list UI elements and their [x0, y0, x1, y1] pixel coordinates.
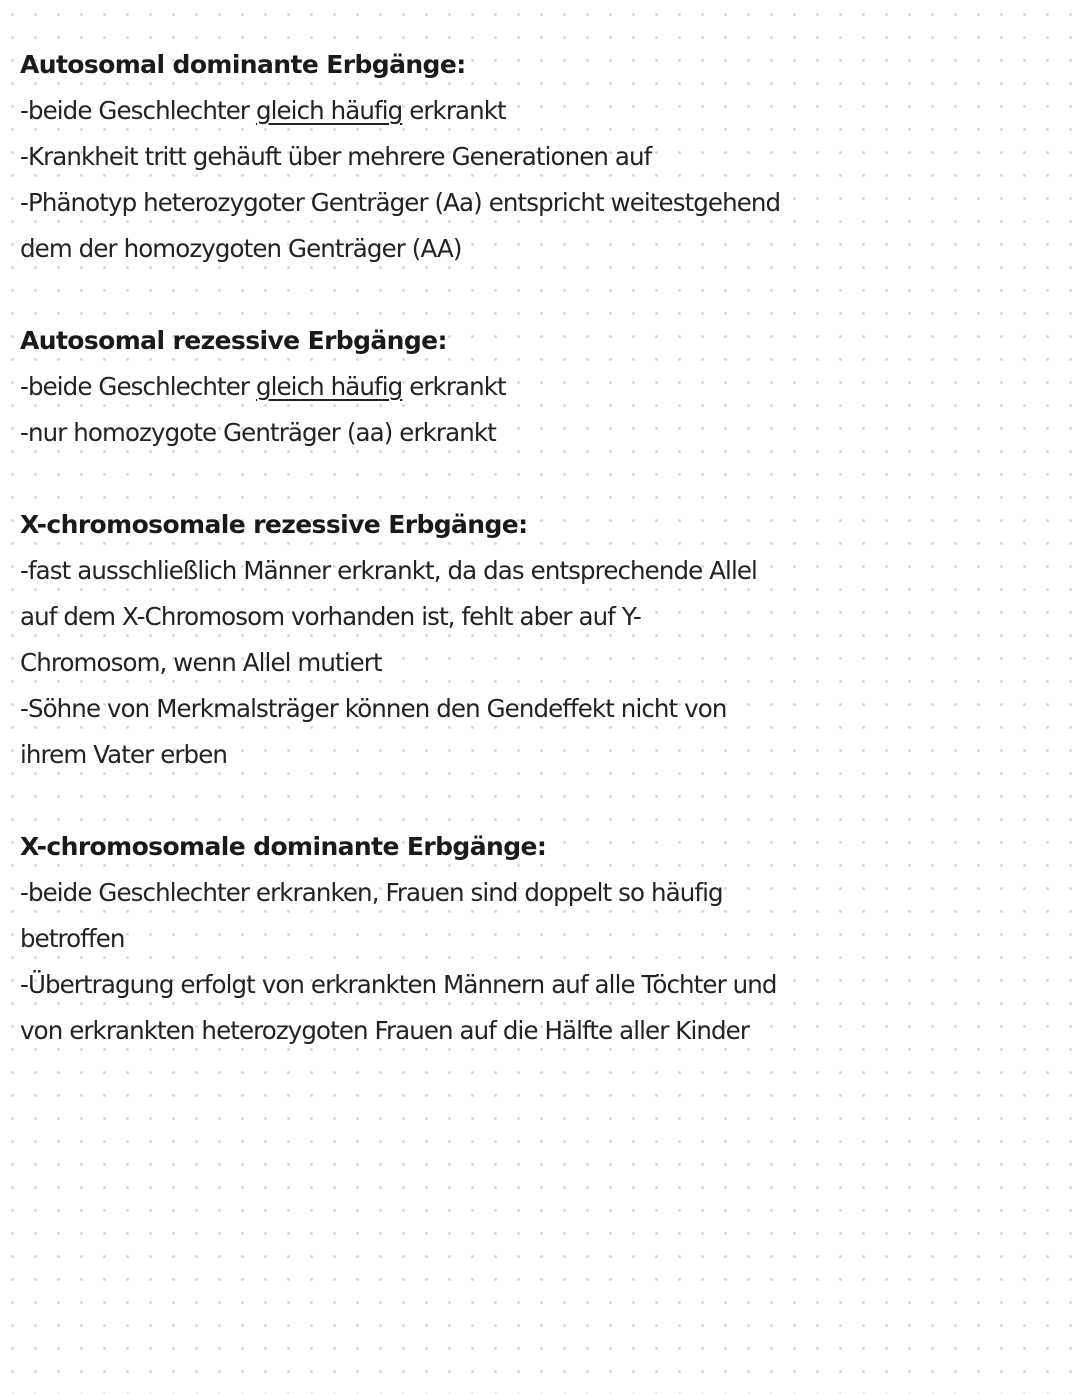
note-text: -beide Geschlechter [20, 372, 256, 401]
note-line: -Phänotyp heterozygoter Genträger (Aa) entspricht weitestgehend [20, 188, 781, 217]
note-line: -Übertragung erfolgt von erkrankten Männern auf alle Töchter und [20, 970, 777, 999]
note-line: auf dem X-Chromosom vorhanden ist, fehlt aber auf Y- [20, 602, 641, 631]
note-text: erkrankt [402, 96, 506, 125]
section-x-recessive [20, 502, 1060, 778]
section-autosomal-recessive [20, 318, 1060, 456]
note-line: -beide Geschlechter erkranken, Frauen sind doppelt so häufig [20, 878, 723, 907]
note-line: dem der homozygoten Genträger (AA) [20, 234, 462, 263]
note-line: -Krankheit tritt gehäuft über mehrere Generationen auf [20, 142, 652, 171]
section-x-dominant [20, 824, 1060, 1054]
note-line: -Söhne von Merkmalsträger können den Gendeffekt nicht von [20, 694, 727, 723]
note-line: von erkrankten heterozygoten Frauen auf die Hälfte aller Kinder [20, 1016, 749, 1045]
note-line: ihrem Vater erben [20, 740, 228, 769]
note-text: -beide Geschlechter [20, 96, 256, 125]
notes-content [20, 42, 1060, 1100]
note-line: betroffen [20, 924, 125, 953]
note-line [20, 364, 1060, 410]
underlined-text: gleich häufig [255, 96, 403, 125]
underlined-text: gleich häufig [255, 372, 403, 401]
note-line: -nur homozygote Genträger (aa) erkrankt [20, 418, 496, 447]
section-autosomal-dominant [20, 42, 1060, 272]
note-line: -fast ausschließlich Männer erkrankt, da das entsprechende Allel [20, 556, 757, 585]
note-line: Chromosom, wenn Allel mutiert [20, 648, 382, 677]
section-heading: X-chromosomale dominante Erbgänge: [20, 832, 547, 861]
note-line [20, 88, 1060, 134]
note-text: erkrankt [402, 372, 506, 401]
section-heading: X-chromosomale rezessive Erbgänge: [20, 510, 528, 539]
section-heading: Autosomal dominante Erbgänge: [20, 50, 466, 79]
section-heading: Autosomal rezessive Erbgänge: [20, 326, 447, 355]
